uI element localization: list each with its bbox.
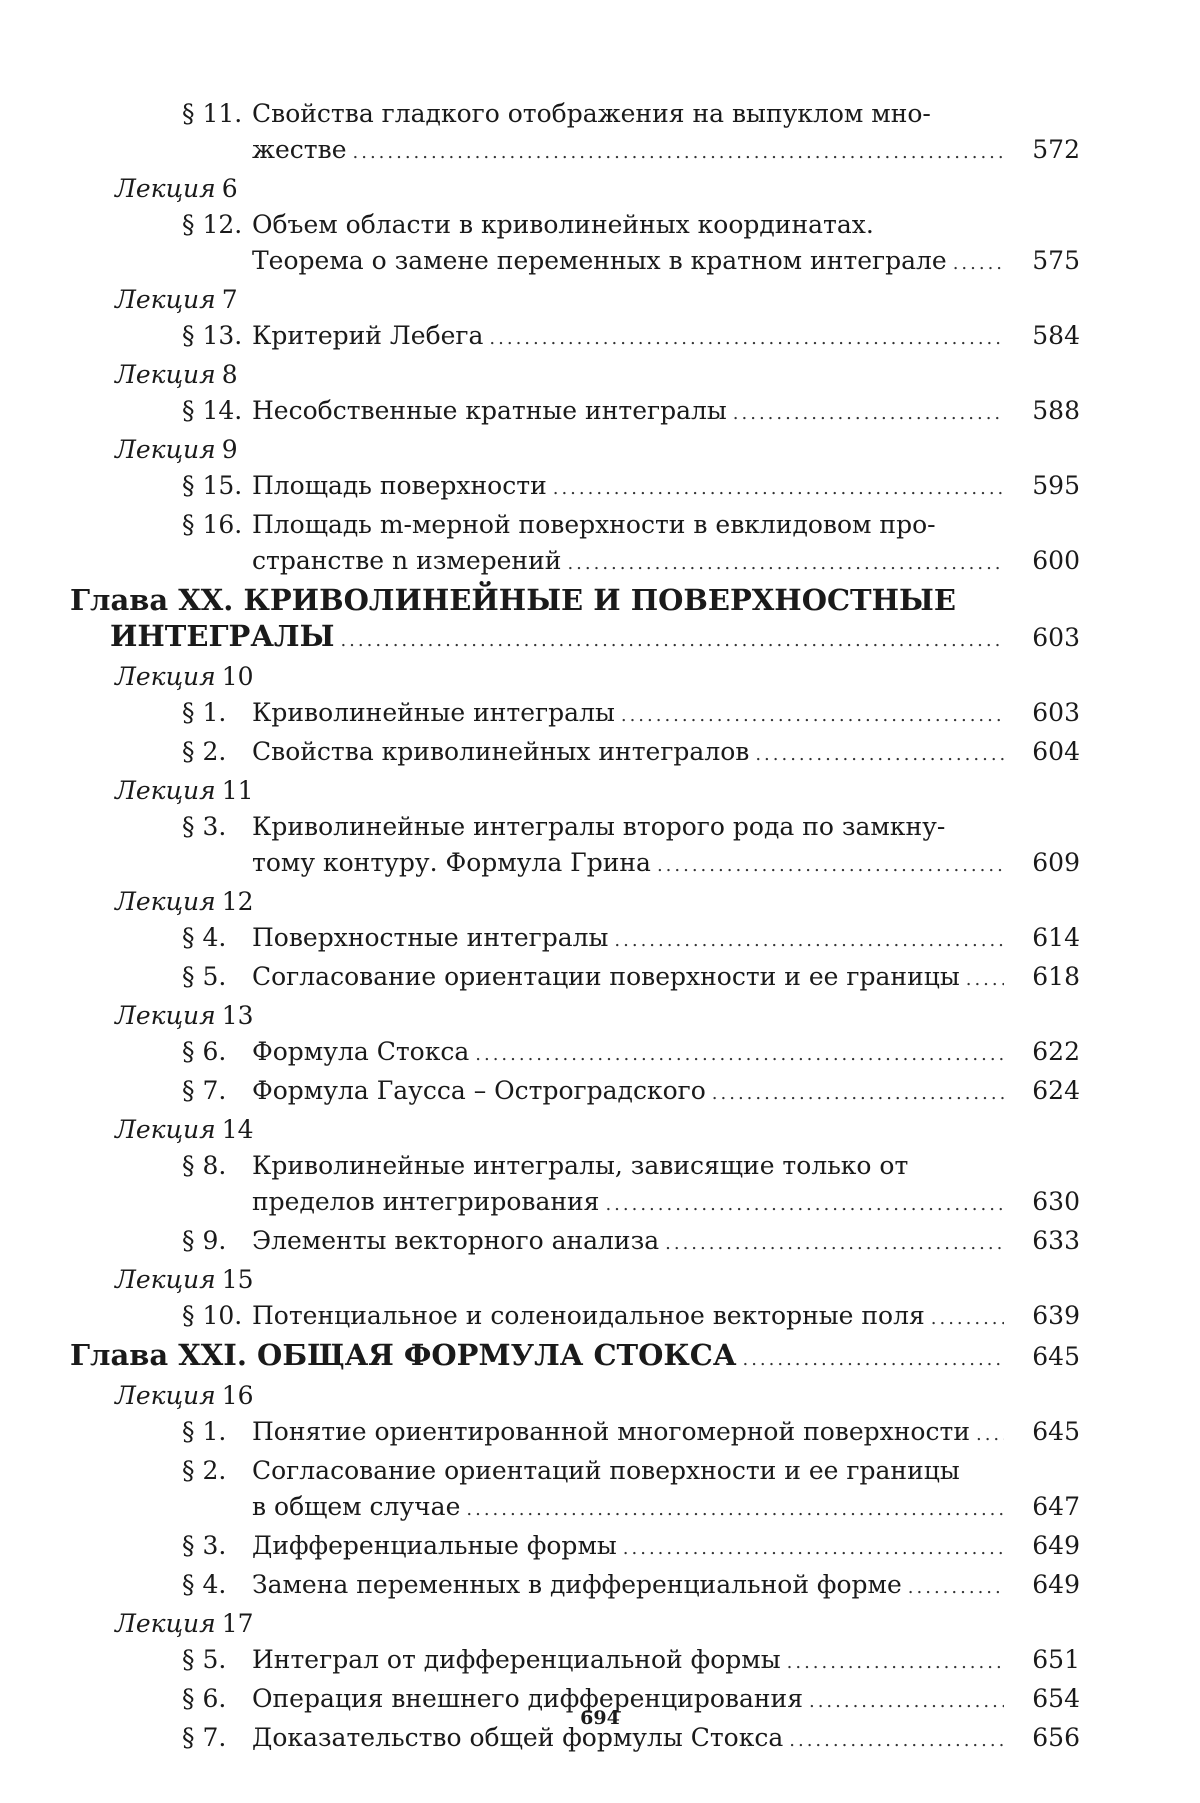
page-ref: 639 [1032, 1301, 1080, 1330]
toc-section-entry [70, 695, 1080, 734]
dot-leader [567, 546, 1004, 582]
lecture-label: Лекция [115, 1001, 216, 1030]
entry-title-line: Свойства криволинейных интегралов [252, 737, 750, 766]
toc-section-entry [70, 809, 1080, 884]
toc-lecture-heading [70, 282, 1080, 318]
dot-leader [614, 923, 1004, 959]
lecture-label: Лекция [115, 887, 216, 916]
page-ref: 603 [1032, 698, 1080, 727]
entry-title-line: Операция внешнего дифференцирования [252, 1684, 803, 1713]
lecture-number: 8 [221, 360, 238, 389]
dot-leader [466, 1492, 1004, 1528]
section-number: § 2. [182, 737, 227, 766]
toc-section-entry [70, 1148, 1080, 1223]
lecture-number: 7 [221, 285, 238, 314]
toc-section-entry [70, 1073, 1080, 1112]
page-ref: 645 [1032, 1417, 1080, 1446]
dot-leader [976, 1417, 1004, 1453]
dot-leader [475, 1037, 1004, 1073]
dot-leader [605, 1187, 1004, 1223]
toc-lecture-heading [70, 357, 1080, 393]
dot-leader [742, 1342, 1004, 1378]
entry-title-line: Формула Стокса [252, 1037, 470, 1066]
toc-section-entry [70, 1567, 1080, 1606]
lecture-label: Лекция [115, 435, 216, 464]
entry-title [252, 507, 1080, 582]
dot-leader [755, 737, 1004, 773]
lecture-number: 6 [221, 174, 238, 203]
entry-title-line: Элементы векторного анализа [252, 1226, 660, 1255]
entry-title [252, 393, 1080, 432]
page-ref: 649 [1032, 1570, 1080, 1599]
toc-section-entry [70, 1223, 1080, 1262]
toc-section-entry [70, 959, 1080, 998]
entry-title [252, 468, 1080, 507]
entry-title [252, 1298, 1080, 1337]
entry-title [252, 734, 1080, 773]
entry-title [252, 1223, 1080, 1262]
entry-title-line: Площадь поверхности [252, 471, 547, 500]
toc-section-entry [70, 96, 1080, 171]
page-ref: 609 [1032, 848, 1080, 877]
toc-section-entry [70, 1642, 1080, 1681]
section-number: § 15. [182, 471, 243, 500]
toc-chapter-entry [70, 582, 1080, 659]
dot-leader [657, 848, 1004, 884]
entry-title-line: Поверхностные интегралы [252, 923, 609, 952]
entry-title-line: Доказательство общей формулы Стокса [252, 1723, 784, 1752]
entry-title-line: Площадь m-мерной поверхности в евклидовом про- [252, 510, 936, 539]
toc-lecture-heading [70, 773, 1080, 809]
entry-title [252, 96, 1080, 171]
entry-title [252, 920, 1080, 959]
entry-title-line: Понятие ориентированной многомерной поверхности [252, 1417, 970, 1446]
entry-title [70, 1337, 1080, 1378]
page-ref: 604 [1032, 737, 1080, 766]
section-number: § 7. [182, 1723, 227, 1752]
dot-leader [553, 471, 1004, 507]
entry-title [252, 695, 1080, 734]
section-number: § 4. [182, 1570, 227, 1599]
entry-title [252, 1528, 1080, 1567]
dot-leader [908, 1570, 1004, 1606]
page-ref: 614 [1032, 923, 1080, 952]
entry-title-line: в общем случае [252, 1492, 461, 1521]
entry-title [252, 959, 1080, 998]
entry-title-line: Потенциальное и соленоидальное векторные поля [252, 1301, 925, 1330]
section-number: § 1. [182, 1417, 227, 1446]
lecture-number: 16 [221, 1381, 254, 1410]
page-ref: 603 [1032, 623, 1080, 652]
toc-lecture-heading [70, 884, 1080, 920]
entry-title-line: Криволинейные интегралы второго рода по замкну- [252, 812, 946, 841]
section-number: § 16. [182, 510, 243, 539]
toc-lecture-heading [70, 1378, 1080, 1414]
entry-title [252, 1034, 1080, 1073]
lecture-label: Лекция [115, 1265, 216, 1294]
entry-title [252, 1148, 1080, 1223]
lecture-number: 10 [221, 662, 254, 691]
entry-title-line: Согласование ориентации поверхности и ее границы [252, 962, 960, 991]
toc-lecture-heading [70, 171, 1080, 207]
section-number: § 12. [182, 210, 243, 239]
toc-section-entry [70, 393, 1080, 432]
lecture-label: Лекция [115, 776, 216, 805]
dot-leader [931, 1301, 1004, 1337]
dot-leader [489, 321, 1004, 357]
page-ref: 624 [1032, 1076, 1080, 1105]
entry-title [252, 1073, 1080, 1112]
table-of-contents [70, 96, 1080, 1759]
entry-title-line: Криволинейные интегралы [252, 698, 615, 727]
page-ref: 575 [1032, 246, 1080, 275]
toc-section-entry [70, 1528, 1080, 1567]
page-ref: 584 [1032, 321, 1080, 350]
dot-leader [665, 1226, 1004, 1262]
section-number: § 14. [182, 396, 243, 425]
toc-lecture-heading [70, 1112, 1080, 1148]
lecture-number: 11 [221, 776, 254, 805]
toc-lecture-heading [70, 659, 1080, 695]
section-number: § 4. [182, 923, 227, 952]
lecture-number: 13 [221, 1001, 254, 1030]
entry-title-line: пределов интегрирования [252, 1187, 600, 1216]
entry-title [252, 207, 1080, 282]
entry-title [252, 318, 1080, 357]
toc-section-entry [70, 468, 1080, 507]
page-number: 694 [580, 1707, 620, 1729]
dot-leader [966, 962, 1004, 998]
page-ref: 572 [1032, 135, 1080, 164]
entry-title-line: тому контуру. Формула Грина [252, 848, 651, 877]
section-number: § 6. [182, 1037, 227, 1066]
section-number: § 2. [182, 1456, 227, 1485]
entry-title-line: Критерий Лебега [252, 321, 484, 350]
entry-title-line: Интеграл от дифференциальной формы [252, 1645, 781, 1674]
entry-title-line: Замена переменных в дифференциальной форме [252, 1570, 902, 1599]
page-ref: 645 [1032, 1342, 1080, 1371]
section-number: § 11. [182, 99, 243, 128]
entry-title-line: Объем области в криволинейных координатах. [252, 210, 874, 239]
entry-title [70, 582, 1080, 659]
toc-section-entry [70, 1298, 1080, 1337]
section-number: § 5. [182, 1645, 227, 1674]
toc-section-entry [70, 1414, 1080, 1453]
lecture-label: Лекция [115, 662, 216, 691]
dot-leader [621, 698, 1004, 734]
toc-lecture-heading [70, 998, 1080, 1034]
page-ref: 649 [1032, 1531, 1080, 1560]
lecture-label: Лекция [115, 174, 216, 203]
toc-lecture-heading [70, 1262, 1080, 1298]
toc-section-entry [70, 1034, 1080, 1073]
section-number: § 7. [182, 1076, 227, 1105]
lecture-label: Лекция [115, 360, 216, 389]
entry-title-line: Криволинейные интегралы, зависящие только от [252, 1151, 909, 1180]
page-ref: 588 [1032, 396, 1080, 425]
lecture-label: Лекция [115, 1115, 216, 1144]
dot-leader [623, 1531, 1004, 1567]
page-ref: 630 [1032, 1187, 1080, 1216]
toc-section-entry [70, 1453, 1080, 1528]
lecture-number: 15 [221, 1265, 254, 1294]
lecture-label: Лекция [115, 1381, 216, 1410]
section-number: § 3. [182, 812, 227, 841]
section-number: § 3. [182, 1531, 227, 1560]
section-number: § 9. [182, 1226, 227, 1255]
entry-title [252, 1567, 1080, 1606]
lecture-number: 14 [221, 1115, 254, 1144]
page-ref: 600 [1032, 546, 1080, 575]
toc-lecture-heading [70, 1606, 1080, 1642]
page-ref: 651 [1032, 1645, 1080, 1674]
dot-leader [733, 396, 1004, 432]
entry-title [252, 809, 1080, 884]
toc-section-entry [70, 920, 1080, 959]
toc-lecture-heading [70, 432, 1080, 468]
page-ref: 654 [1032, 1684, 1080, 1713]
dot-leader [353, 135, 1005, 171]
entry-title-line: Глава XX. КРИВОЛИНЕЙНЫЕ И ПОВЕРХНОСТНЫЕ [70, 583, 956, 617]
entry-title-line: Согласование ориентаций поверхности и ее границы [252, 1456, 960, 1485]
lecture-number: 17 [221, 1609, 254, 1638]
toc-section-entry [70, 507, 1080, 582]
entry-title [252, 1642, 1080, 1681]
page-ref: 647 [1032, 1492, 1080, 1521]
entry-title-line: Дифференциальные формы [252, 1531, 617, 1560]
entry-title-line: Глава XXI. ОБЩАЯ ФОРМУЛА СТОКСА [70, 1338, 737, 1372]
dot-leader [787, 1645, 1004, 1681]
page-ref: 656 [1032, 1723, 1080, 1752]
page-ref: 622 [1032, 1037, 1080, 1066]
entry-title-line: странстве n измерений [252, 546, 562, 575]
page-ref: 633 [1032, 1226, 1080, 1255]
section-number: § 1. [182, 698, 227, 727]
section-number: § 6. [182, 1684, 227, 1713]
lecture-label: Лекция [115, 1609, 216, 1638]
section-number: § 5. [182, 962, 227, 991]
page-ref: 595 [1032, 471, 1080, 500]
entry-title-line: Несобственные кратные интегралы [252, 396, 727, 425]
entry-title [252, 1453, 1080, 1528]
dot-leader [712, 1076, 1004, 1112]
entry-title-line: ИНТЕГРАЛЫ [110, 619, 335, 653]
toc-chapter-entry [70, 1337, 1080, 1378]
lecture-label: Лекция [115, 285, 216, 314]
section-number: § 8. [182, 1151, 227, 1180]
lecture-number: 12 [221, 887, 254, 916]
toc-section-entry [70, 318, 1080, 357]
dot-leader [953, 246, 1004, 282]
toc-section-entry [70, 207, 1080, 282]
section-number: § 13. [182, 321, 243, 350]
dot-leader [340, 623, 1004, 659]
section-number: § 10. [182, 1301, 243, 1330]
entry-title-line: Формула Гаусса – Остроградского [252, 1076, 706, 1105]
lecture-number: 9 [221, 435, 238, 464]
entry-title-line: Теорема о замене переменных в кратном интеграле [252, 246, 947, 275]
entry-title [252, 1414, 1080, 1453]
page-ref: 618 [1032, 962, 1080, 991]
entry-title-line: Свойства гладкого отображения на выпуклом мно- [252, 99, 931, 128]
toc-section-entry [70, 734, 1080, 773]
entry-title-line: жестве [252, 135, 347, 164]
